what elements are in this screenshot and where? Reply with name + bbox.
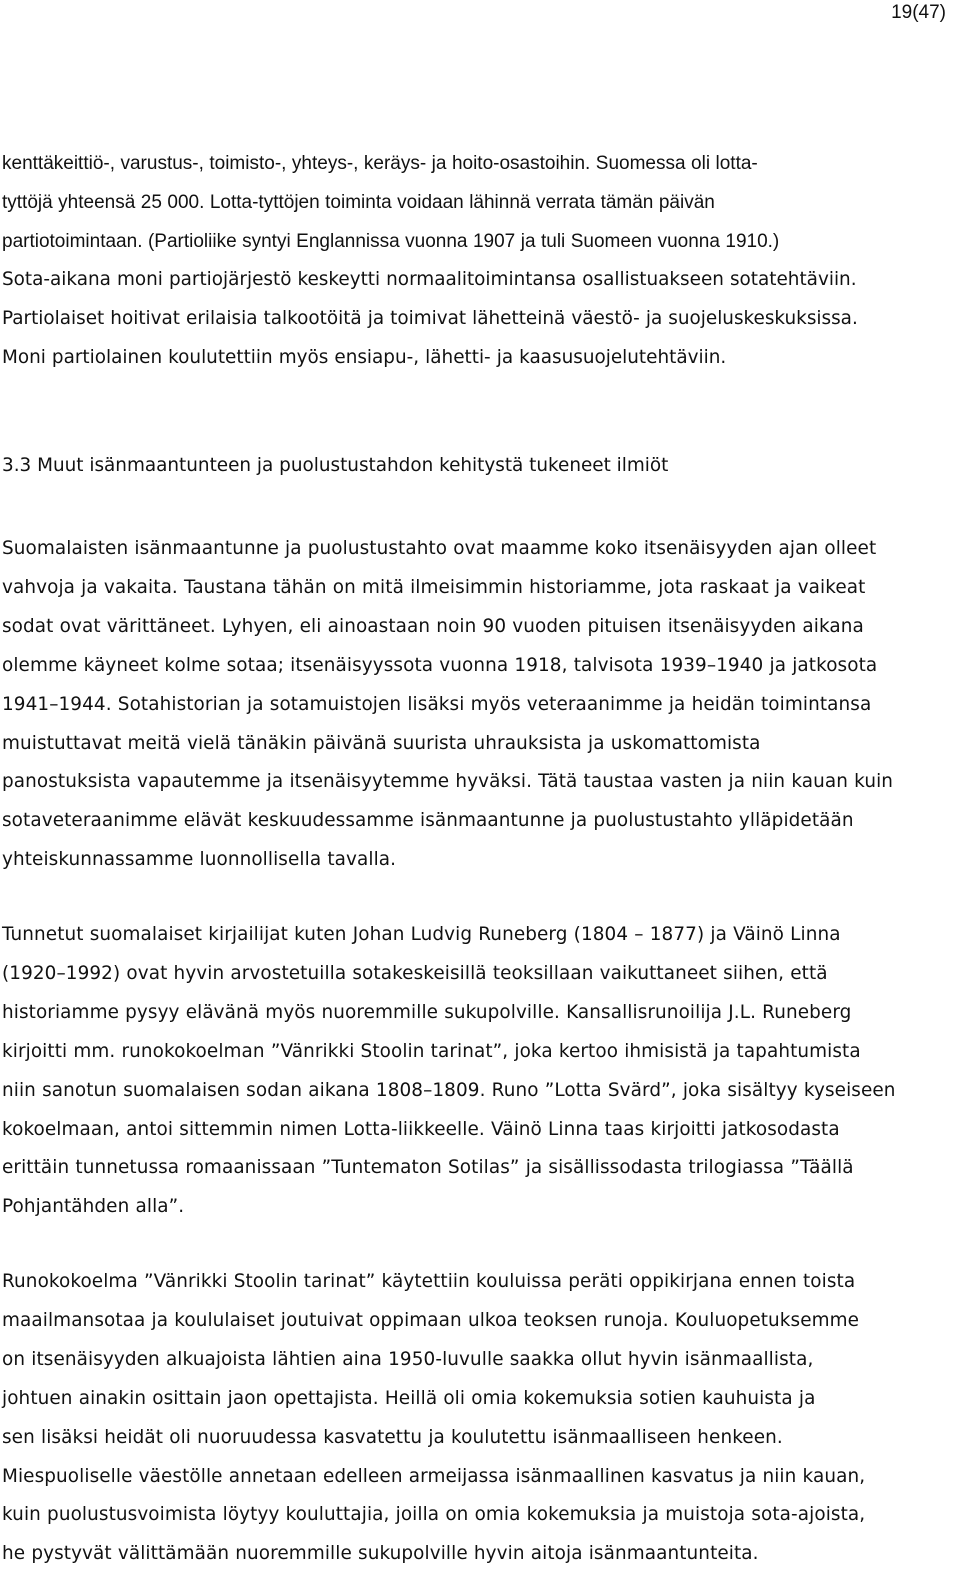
text-line: yhteiskunnassamme luonnollisella tavalla.	[2, 849, 397, 871]
text-line: Miespuoliselle väestölle annetaan edelleen armeijassa isänmaallinen kasvatus ja niin kauan,	[2, 1465, 866, 1487]
paragraph-kirjailijat	[2, 916, 958, 1227]
text-line: Moni partiolainen koulutettiin myös ensiapu-, lähetti- ja kaasusuojelutehtäviin.	[2, 346, 727, 368]
text-line: historiamme pysyy elävänä myös nuoremmille sukupolville. Kansallisrunoilija J.L. Runeberg	[2, 1001, 852, 1023]
text-line: Pohjantähden alla”.	[2, 1196, 185, 1218]
text-line: tyttöjä yhteensä 25 000. Lotta-tyttöjen toiminta voidaan lähinnä verrata tämän päivän	[2, 191, 715, 213]
text-line: Tunnetut suomalaiset kirjailijat kuten Johan Ludvig Runeberg (1804 – 1877) ja Väinö Linna	[2, 924, 841, 945]
text-line: on itsenäisyyden alkuajoista lähtien aina 1950-luvulle saakka ollut hyvin isänmaallista,	[2, 1348, 814, 1370]
page-number: 19(47)	[891, 2, 946, 23]
text-line: Suomalaisten isänmaantunne ja puolustustahto ovat maamme koko itsenäisyyden ajan olleet	[2, 538, 877, 559]
text-line: Sota-aikana moni partiojärjestö keskeytti normaalitoimintansa osallistuakseen sotatehtäviin.	[2, 269, 857, 291]
text-line: 1941–1944. Sotahistorian ja sotamuistojen lisäksi myös veteraanimme ja heidän toimintansa	[2, 693, 872, 715]
section-heading: 3.3 Muut isänmaantunteen ja puolustustahdon kehitystä tukeneet ilmiöt	[2, 455, 669, 476]
text-line: sotaveteraanimme elävät keskuudessamme isänmaantunne ja puolustustahto ylläpidetään	[2, 810, 854, 832]
text-line: muistuttavat meitä vielä tänäkin päivänä suurista uhrauksista ja uskomattomista	[2, 732, 761, 754]
text-line: olemme käyneet kolme sotaa; itsenäisyyssota vuonna 1918, talvisota 1939–1940 ja jatkosota	[2, 654, 878, 676]
text-line: (1920–1992) ovat hyvin arvostetuilla sotakeskeisillä teoksillaan vaikuttaneet siihen, että	[2, 962, 828, 984]
text-line: kokoelmaan, antoi sittemmin nimen Lotta-liikkeelle. Väinö Linna taas kirjoitti jatkosodasta	[2, 1118, 840, 1140]
paragraph-lotta-partio	[2, 145, 958, 378]
text-line: vahvoja ja vakaita. Taustana tähän on mitä ilmeisimmin historiamme, jota raskaat ja vaikeat	[2, 576, 866, 598]
text-line: maailmansotaa ja koululaiset joutuivat oppimaan ulkoa teoksen runoja. Kouluopetuksemme	[2, 1309, 860, 1331]
text-line: niin sanotun suomalaisen sodan aikana 1808–1809. Runo ”Lotta Svärd”, joka sisältyy kyseiseen	[2, 1079, 896, 1101]
text-line: kuin puolustusvoimista löytyy kouluttajia, joilla on omia kokemuksia ja muistoja sota-ajoista,	[2, 1504, 866, 1526]
text-line: sen lisäksi heidät oli nuoruudessa kasvatettu ja koulutettu isänmaalliseen henkeen.	[2, 1426, 783, 1448]
text-line: johtuen ainakin osittain jaon opettajista. Heillä oli omia kokemuksia sotien kauhuista ja	[2, 1387, 816, 1409]
text-line: erittäin tunnetussa romaanissaan ”Tuntematon Sotilas” ja sisällissodasta trilogiassa ”Täällä	[2, 1157, 854, 1179]
text-line: Runokokoelma ”Vänrikki Stoolin tarinat” käytettiin kouluissa peräti oppikirjana ennen toista	[2, 1271, 856, 1292]
text-line: kenttäkeittiö-, varustus-, toimisto-, yhteys-, keräys- ja hoito-osastoihin. Suomessa oli lotta-	[2, 153, 758, 174]
paragraph-koulutus	[2, 1263, 958, 1574]
text-line: he pystyvät välittämään nuoremmille sukupolville hyvin aitoja isänmaantunteita.	[2, 1543, 759, 1565]
text-line: kirjoitti mm. runokokoelman ”Vänrikki Stoolin tarinat”, joka kertoo ihmisistä ja tapahtumista	[2, 1040, 861, 1062]
text-line: sodat ovat värittäneet. Lyhyen, eli ainoastaan noin 90 vuoden pituisen itsenäisyyden aikana	[2, 615, 864, 637]
text-line: partiotoimintaan. (Partioliike syntyi Englannissa vuonna 1907 ja tuli Suomeen vuonna 1910.)	[2, 230, 780, 252]
text-line: Partiolaiset hoitivat erilaisia talkootöitä ja toimivat lähetteinä väestö- ja suojeluskeskuksissa.	[2, 308, 858, 330]
paragraph-isanmaantunne	[2, 530, 958, 880]
text-line: panostuksista vapautemme ja itsenäisyytemme hyväksi. Tätä taustaa vasten ja niin kauan kuin	[2, 771, 894, 793]
